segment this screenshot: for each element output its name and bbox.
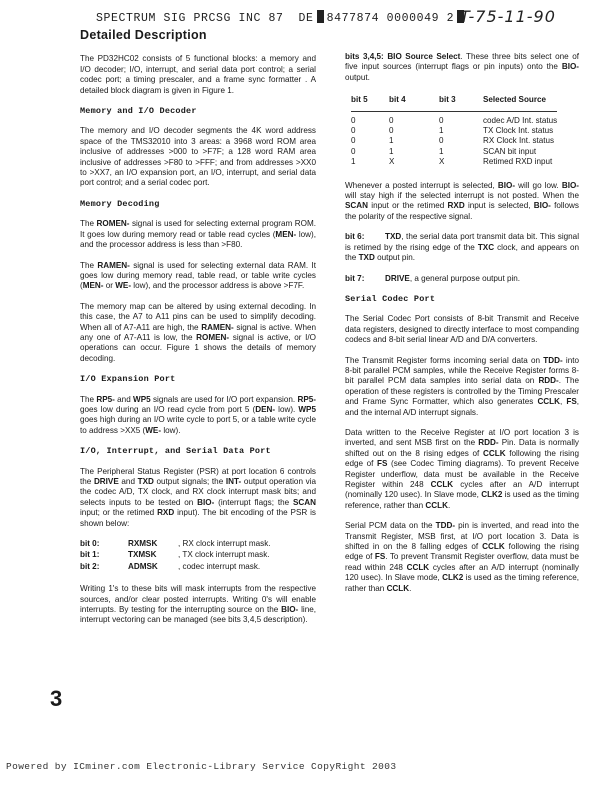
psr-bit-row: bit 0: RXMSK , RX clock interrupt mask.	[80, 539, 271, 549]
codec-paragraph-3: Data written to the Receive Register at I/O port location 3 is inverted, and sent MSB first on the RDD- Pin. Data is normally shifted out on the 8 rising edges of CCLK following the rising edge of FS (see Codec Timing diagrams). To prevent Receive Register underflow, data must be available in the Receive Register within 248 CCLK cycles after an A/D interrupt (nominally 120 usec). In Slave mode, CLK2 is used as the timing reference, rather than CCLK.	[345, 427, 579, 510]
table-row: 0 0 1 TX Clock Int. status	[351, 126, 554, 136]
posted-interrupt-paragraph: Whenever a posted interrupt is selected, BIO- will go low. BIO- will stay high if the selected interrupt is not posted. When the SCAN input or the retimed RXD input is selected, BIO- follows the polarity of the respective signal.	[345, 180, 579, 221]
memory-map-paragraph: The memory map can be altered by using external decoding. In this case, the A7 to A11 pins can be used to simplify decoding. When all of A7-A11 are high, the RAMEN- signal is active. When any one of A7-A11 is low, the ROMEN- signal is active, or I/O operations can occur. Figure 1 shows the details of memory decoding.	[80, 301, 316, 363]
right-column	[345, 52, 579, 604]
header-code1: DE	[298, 12, 314, 25]
table-row: 0 1 0 RX Clock Int. status	[351, 136, 555, 146]
heading-memory-decoding: Memory Decoding	[80, 198, 160, 209]
header-code2: 8477874 0000049 2	[326, 12, 455, 25]
heading-memory-io-decoder: Memory and I/O Decoder	[80, 106, 197, 117]
table-row: 1 X X Retimed RXD input	[351, 157, 553, 167]
codec-paragraph-4: Serial PCM data on the TDD- pin is inverted, and read into the Transmit Register, MSB first, at I/O port location 3. Data is shifted in on the 8 falling edges of CCLK following the rising edge of FS. To prevent Transmit Register overflow, data must be read within 248 CCLK cycles after an A/D interrupt (nominally 120 usec). In Slave mode, CLK2 is used as the timing reference, rather than CCLK.	[345, 521, 580, 593]
heading-io-expansion-port: I/O Expansion Port	[80, 374, 176, 385]
page-title: Detailed Description	[80, 28, 207, 42]
table-header-row: bit 5 bit 4 bit 3 Selected Source	[351, 95, 557, 111]
heading-io-interrupt-serial: I/O, Interrupt, and Serial Data Port	[80, 446, 271, 457]
psr-paragraph: The Peripheral Status Register (PSR) at port location 6 controls the DRIVE and TXD output signals; the INT- output operation via the codec A/D, TX clock, and RX clock interrupt mask bits; and selects inputs to be tested on BIO- (interrupt flags; the SCAN input; or the retimed RXD input). The bit encoding of the PSR is shown below:	[80, 466, 317, 528]
rp5-paragraph: The RP5- and WP5 signals are used for I/O port expansion. RP5- goes low during an I/O read cycle from port 5 (DEN- low). WP5 goes high during an I/O write cycle to port 5, or a table write cycle to address >XX5 (WE- low).	[80, 394, 316, 435]
codec-paragraph-1: The Serial Codec Port consists of 8-bit Transmit and Receive data registers, designed to directly interface to most companding codecs and 8-bit serial linear A/D and D/A converters.	[345, 314, 579, 345]
heading-serial-codec-port: Serial Codec Port	[345, 293, 436, 304]
print-mark	[317, 10, 324, 23]
table-row: 0 1 1 SCAN bit input	[351, 146, 537, 156]
left-column	[80, 30, 316, 636]
codec-paragraph-2: The Transmit Register forms incoming serial data on TDD- into 8-bit parallel PCM samples, while the Receive Register forms 8-bit parallel PCM data samples into serial data on RDD-. The operation of these registers is controlled by the Timing Prescaler and Frame Sync Formatter, which also generates CCLK, FS, and the internal A/D interrupt signals.	[345, 355, 580, 417]
header-left: SPECTRUM SIG PRCSG INC 87	[96, 12, 284, 25]
footer-credit: Powered by ICminer.com Electronic-Library Service CopyRight 2003	[6, 761, 397, 772]
page-header	[96, 7, 596, 28]
bit6-paragraph: bit 6: TXD, the serial data port transmit data bit. This signal is retimed by the rising edge of the TXC clock, and appears on the TXD output pin.	[345, 232, 579, 263]
romen-paragraph: The ROMEN- signal is used for selecting external program ROM. It goes low during memory read or table read cycles (MEN- low), and the processor address is less than >F80.	[80, 219, 316, 250]
handwritten-annotation: T-75-11-90	[460, 7, 556, 26]
psr-bit-row: bit 1: TXMSK , TX clock interrupt mask.	[80, 550, 270, 560]
psr-bit-row: bit 2: ADMSK , codec interrupt mask.	[80, 561, 261, 571]
memory-io-paragraph: The memory and I/O decoder segments the 4K word address space of the TMS32010 into 3 areas: a 3968 word ROM area inclusive of addresses >000 to >F7F; a 128 word RAM area inclusive of addresses >F80 to >FFF; and from addresses >XX0 to >XX7, an I/O expansion port, an I/O, interrupt, and serial data port control; and a serial codec port.	[80, 126, 316, 188]
intro-paragraph: The PD32HC02 consists of 5 functional blocks: a memory and I/O decoder; I/O, interrupt, and serial data port control; a serial codec port; a timing prescaler, and a frame sync formatter . A detailed block diagram is given in Figure 1.	[80, 54, 316, 95]
psr-bit-list	[80, 539, 316, 572]
bits345-paragraph: bits 3,4,5: BIO Source Select. These three bits select one of five input sources (interrupt flags or pin inputs) onto the BIO- output.	[345, 52, 579, 82]
page-number: 3	[50, 686, 63, 711]
ramen-paragraph: The RAMEN- signal is used for selecting external data RAM. It goes low during memory read, table read, or table write cycles (MEN- or WE- low), and the processor address is above >F7F.	[80, 260, 316, 291]
writing-paragraph: Writing 1's to these bits will mask interrupts from the respective sources, and/or clear posted interrupts. Writing 0's will enable interrupts. By testing for the interrupting source on the BIO- line, interrupt vectoring can be managed (see bits 3,4,5 description).	[80, 584, 316, 625]
table-row: 0 0 0 codec A/D Int. status	[351, 115, 558, 125]
bit7-paragraph: bit 7: DRIVE, a general purpose output pin.	[345, 273, 521, 283]
bio-source-table	[351, 95, 557, 166]
